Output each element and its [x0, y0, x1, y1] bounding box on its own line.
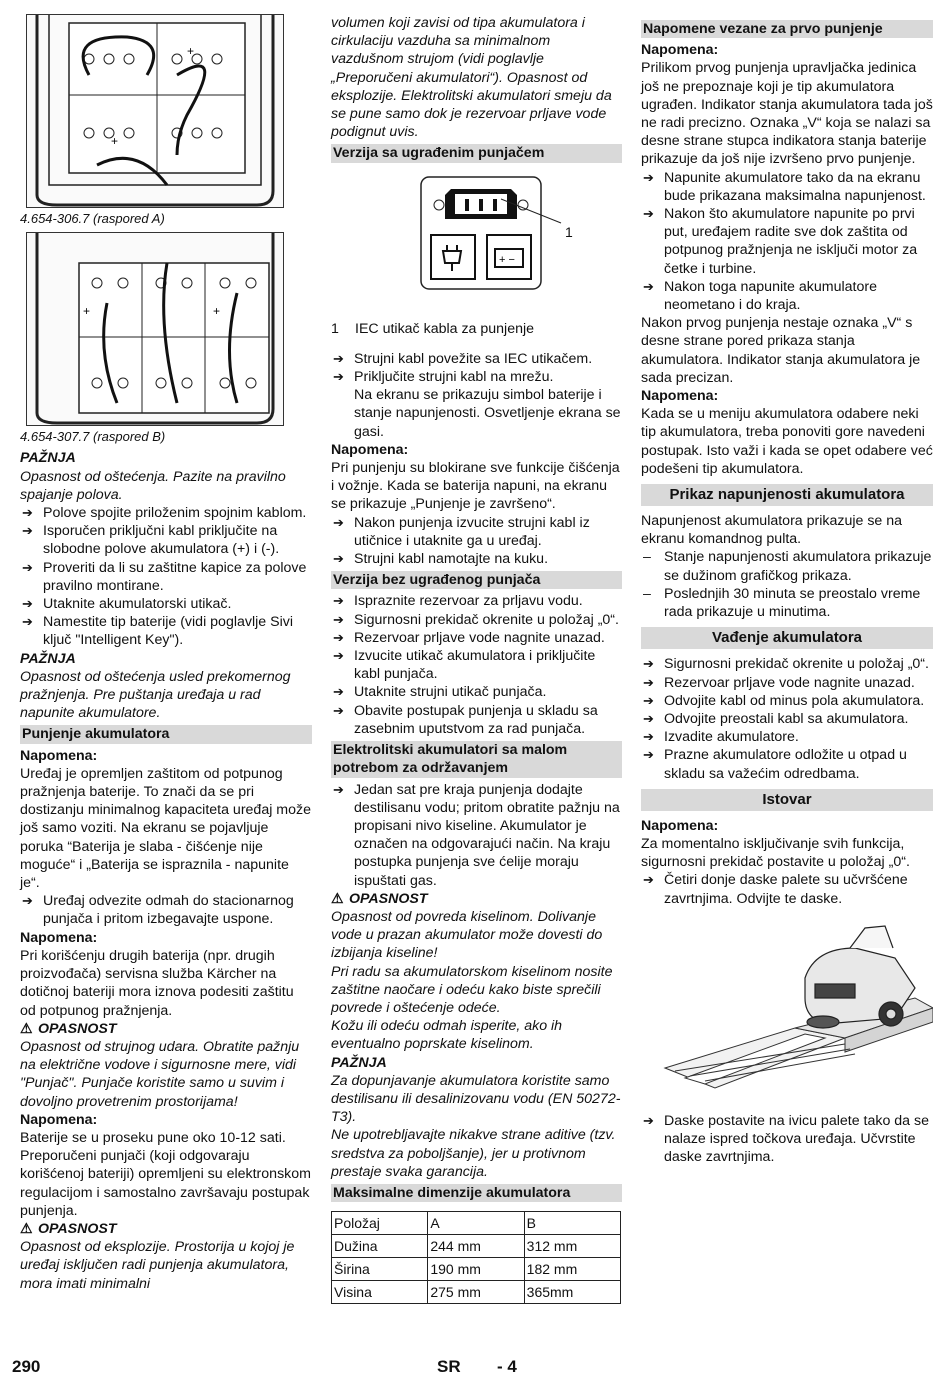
- charger-socket-figure: [331, 175, 622, 310]
- warning-title: PAŽNJA: [20, 450, 76, 467]
- step-item: ➔ Isporučen priključni kabl priključite na slobodne polove akumulatora (+) i (-).: [20, 522, 312, 558]
- note-title: Napomena:: [331, 441, 409, 458]
- step-item: ➔ Obavite postupak punjenja u skladu sa zasebnim uputstvom za rad punjača.: [331, 702, 622, 738]
- svg-text:+: +: [83, 304, 91, 319]
- step-item: ➔ Rezervoar prljave vode nagnite unazad.: [331, 629, 622, 647]
- table-cell: 365mm: [524, 1281, 620, 1304]
- warning-title: PAŽNJA: [331, 1054, 387, 1071]
- dash-item: – Stanje napunjenosti akumulatora prikazuje se dužinom grafičkog prikaza.: [641, 548, 933, 584]
- danger-text: Opasnost od strujnog udara. Obratite pažnju na električne vodove i sigurnosne mere, vidi "Punjač". Punjače koristite samo u suvim i dovoljno provetrenim prostorijama!: [20, 1038, 300, 1110]
- legend-text: IEC utikač kabla za punjenje: [355, 320, 535, 337]
- svg-text:+ −: + −: [499, 253, 515, 266]
- table-cell: B: [524, 1212, 620, 1235]
- table-row: [332, 1281, 621, 1304]
- table-cell: A: [428, 1212, 524, 1235]
- battery-layout-a-image: [26, 14, 284, 208]
- table-cell: Visina: [332, 1281, 428, 1304]
- svg-text:+: +: [111, 134, 119, 148]
- section-heading: Istovar: [641, 789, 933, 811]
- figure-b-caption: 4.654-307.7 (raspored B): [20, 429, 166, 445]
- note-title: Napomena:: [641, 388, 719, 405]
- column-3: [641, 14, 933, 1166]
- step-item: ➔ Odvojite kabl od minus pola akumulatora.: [641, 692, 933, 710]
- dash-item: – Poslednjih 30 minuta se preostalo vreme rada prikazuje u minutima.: [641, 585, 933, 621]
- section-heading: Napomene vezane za prvo punjenje: [641, 20, 933, 38]
- step-item: ➔ Polove spojite priloženim spojnim kablom.: [20, 504, 312, 522]
- step-item: ➔ Prazne akumulatore odložite u otpad u skladu sa važećim odredbama.: [641, 746, 933, 782]
- step-item: ➔ Priključite strujni kabl na mrežu.: [331, 368, 622, 386]
- table-row: [332, 1258, 621, 1281]
- warning-triangle-icon: ⚠: [20, 1020, 33, 1037]
- step-item: ➔ Daske postavite na ivicu palete tako da se nalaze ispred točkova uređaja. Učvrstite daske zavrtnjima.: [641, 1112, 933, 1167]
- step-item: ➔ Strujni kabl namotajte na kuku.: [331, 550, 622, 568]
- body-text: Nakon prvog punjenja nestaje oznaka „V“ s desne strane pored prikaza stanja akumulatora. Indikator stanja akumulatora je sada precizan.: [641, 315, 921, 386]
- section-heading: Elektrolitski akumulatori sa malom potrebom za održavanjem: [331, 741, 622, 777]
- battery-layout-b-image: [26, 232, 284, 426]
- column-1: [20, 14, 312, 1293]
- step-item: ➔ Namestite tip baterije (vidi poglavlje Sivi ključ "Intelligent Key").: [20, 613, 312, 649]
- warning-text: Opasnost od oštećenja. Pazite na pravilno spajanje polova.: [20, 468, 286, 503]
- step-item: ➔ Strujni kabl povežite sa IEC utikačem.: [331, 350, 622, 368]
- body-text: Napunjenost akumulatora prikazuje se na ekranu komandnog pulta.: [641, 513, 903, 548]
- table-cell: 244 mm: [428, 1235, 524, 1258]
- step-item: ➔ Četiri donje daske palete su učvršćene zavrtnjima. Odvijte te daske.: [641, 871, 933, 907]
- section-heading: Verzija sa ugrađenim punjačem: [331, 144, 622, 162]
- battery-dimensions-table: [331, 1211, 621, 1304]
- note-title: Napomena:: [641, 817, 719, 834]
- step-item: ➔ Uređaj odvezite odmah do stacionarnog punjača i pritom izbegavajte uspone.: [20, 892, 312, 928]
- warning-text: Ne upotrebljavajte nikakve strane aditive (tzv. sredstva za poboljšanje), jer u protivnom prestaje svaka garancija.: [331, 1127, 616, 1180]
- danger-text: Opasnost od povreda kiselinom. Dolivanje vode u prazan akumulator može dovesti do izbijanja kiseline!: [331, 908, 603, 962]
- note-title: Napomena:: [641, 42, 719, 59]
- note-text: Za momentalno isključivanje svih funkcija, sigurnosni prekidač postavite u položaj „0“.: [641, 835, 910, 871]
- warning-triangle-icon: ⚠: [20, 1220, 33, 1237]
- section-heading: Prikaz napunjenosti akumulatora: [641, 484, 933, 506]
- unloading-ramp-image: [645, 918, 933, 1102]
- legend-number: 1: [331, 320, 339, 337]
- note-text: Prilikom prvog punjenja upravljačka jedinica još ne prepoznaje koji je tip akumulatora ugrađen. Indikator stanja akumulatora tada još ne radi precizno. Oznaka „V“ koja se nalazi sa desne strane stupca indikatora stanja baterije prikazuje da još nije izvršeno prvo punjenje.: [641, 60, 933, 168]
- step-item: ➔ Nakon što akumulatore napunite po prvi put, uređajem radite sve dok zaštita od potpunog pražnjenja ne isključi motor za četke i turbine.: [641, 205, 933, 278]
- svg-text:+: +: [187, 44, 195, 58]
- danger-title: ⚠ OPASNOST: [20, 1220, 117, 1237]
- figure-callout-number: 1: [565, 223, 573, 240]
- step-continuation: Na ekranu se prikazuju simbol baterije i stanje napunjenosti. Osvetljenje ekrana se gasi.: [354, 387, 621, 440]
- step-item: ➔ Jedan sat pre kraja punjenja dodajte destilisanu vodu; pritom obratite pažnju na propisani nivo kiseline. Akumulator je označen na odgovarajući način. Na kraju postupka punjenja sve ćelije moraju ispuštati gas.: [331, 781, 622, 890]
- step-item: ➔ Sigurnosni prekidač okrenite u položaj „0“.: [331, 611, 622, 629]
- sub-page-number: - 4: [497, 1357, 517, 1376]
- note-text: Pri korišćenju drugih baterija (npr. drugih proizvođača) servisna služba Kärcher na dotičnoj bateriji mora iznova podesiti zaštitu od potpunog pražnjenja.: [20, 947, 294, 1019]
- step-item: ➔ Sigurnosni prekidač okrenite u položaj „0“.: [641, 655, 933, 673]
- table-cell: 190 mm: [428, 1258, 524, 1281]
- note-text: Kada se u meniju akumulatora odabere neki tip akumulatora, treba ponoviti gore navedeni postupak. Isto važi i kada se opet odabere već podešeni tip akumulatora.: [641, 406, 933, 477]
- table-cell: Dužina: [332, 1235, 428, 1258]
- step-item: ➔ Izvucite utikač akumulatora i priključite kabl punjača.: [331, 647, 622, 683]
- warning-text: Za dopunjavanje akumulatora koristite samo destilisanu ili desalinizovanu vodu (EN 50272-T3).: [331, 1072, 621, 1126]
- note-text: Uređaj je opremljen zaštitom od potpunog pražnjenja baterije. To znači da se pri dostizanju minimalnog kapaciteta uređaj može još samo voziti. Na ekranu se pojavljuje poruka “Baterija je slaba - čišćenje nije moguće“ i „Baterija se ispraznila - napunite je“.: [20, 765, 312, 892]
- column-2: [331, 14, 622, 1304]
- figure-a-caption: 4.654-306.7 (raspored A): [20, 211, 165, 226]
- section-heading: Punjenje akumulatora: [20, 725, 312, 743]
- danger-text: Pri radu sa akumulatorskom kiselinom nosite zaštitne naočare i odeću kako biste sprečili povrede i oštećenje odeće.: [331, 963, 613, 1016]
- note-title: Napomena:: [20, 1111, 98, 1128]
- step-item: ➔ Proveriti da li su zaštitne kapice za polove pravilno montirane.: [20, 559, 312, 595]
- step-item: ➔ Nakon punjenja izvucite strujni kabl iz utičnice i utaknite ga u uređaj.: [331, 514, 622, 550]
- warning-text: Opasnost od oštećenja usled prekomernog pražnjenja. Pre puštanja uređaja u rad napunite akumulatore.: [20, 668, 291, 722]
- figure-legend: [331, 320, 622, 338]
- iec-socket-image: [331, 175, 622, 295]
- table-cell: 312 mm: [524, 1235, 620, 1258]
- language-code: SR: [437, 1357, 461, 1376]
- step-list: [20, 504, 312, 650]
- step-item: ➔ Utaknite strujni utikač punjača.: [331, 683, 622, 701]
- step-item: ➔ Odvojite preostali kabl sa akumulatora.: [641, 710, 933, 728]
- section-heading: Maksimalne dimenzije akumulatora: [331, 1184, 622, 1202]
- step-item: ➔ Rezervoar prljave vode nagnite unazad.: [641, 674, 933, 692]
- step-item: ➔ Izvadite akumulatore.: [641, 728, 933, 746]
- intro-text: volumen koji zavisi od tipa akumulatora i cirkulaciju vazduha sa minimalnom vazdušnom strujom (vidi poglavlje „Preporučeni akumulatori“). Opasnost od eksplozije. Elektrolitski akumulatori smeju da se pune samo dok je rezervoar prljave vode podignut uvis.: [331, 15, 612, 141]
- table-row: [332, 1212, 621, 1235]
- table-cell: Položaj: [332, 1212, 428, 1235]
- step-item: ➔ Nakon toga napunite akumulatore neometano i do kraja.: [641, 278, 933, 314]
- table-row: [332, 1235, 621, 1258]
- table-cell: 182 mm: [524, 1258, 620, 1281]
- table-cell: Širina: [332, 1258, 428, 1281]
- section-heading: Vađenje akumulatora: [641, 627, 933, 649]
- warning-triangle-icon: ⚠: [331, 890, 344, 907]
- danger-text: Opasnost od eksplozije. Prostorija u kojoj je uređaj isključen radi punjenja akumulatora, mora imati minimalni: [20, 1239, 295, 1292]
- section-heading: Verzija bez ugrađenog punjača: [331, 571, 622, 589]
- danger-title: ⚠ OPASNOST: [20, 1020, 117, 1037]
- note-title: Napomena:: [20, 929, 98, 946]
- danger-text: Kožu ili odeću odmah isperite, ako ih eventualno poprskate kiselinom.: [331, 1018, 563, 1053]
- svg-text:+: +: [213, 304, 221, 319]
- note-text: Baterije se u proseku pune oko 10-12 sati. Preporučeni punjači (koji odgovaraju korišćenoj bateriji) opremljeni su elektronskom regulacijom i samostalno završavaju postupak punjenja.: [20, 1129, 311, 1219]
- page-number: 290: [12, 1357, 41, 1376]
- warning-title: PAŽNJA: [20, 650, 76, 667]
- note-title: Napomena:: [20, 747, 98, 764]
- step-item: ➔ Ispraznite rezervoar za prljavu vodu.: [331, 592, 622, 610]
- danger-title: ⚠ OPASNOST: [331, 890, 428, 907]
- table-cell: 275 mm: [428, 1281, 524, 1304]
- step-item: ➔ Napunite akumulatore tako da na ekranu bude prikazana maksimalna napunjenost.: [641, 169, 933, 205]
- note-text: Pri punjenju su blokirane sve funkcije čišćenja i vožnje. Kada se baterija napuni, na ekranu se prikazuje „Punjenje je završeno“.: [331, 460, 620, 513]
- step-item: ➔ Utaknite akumulatorski utikač.: [20, 595, 312, 613]
